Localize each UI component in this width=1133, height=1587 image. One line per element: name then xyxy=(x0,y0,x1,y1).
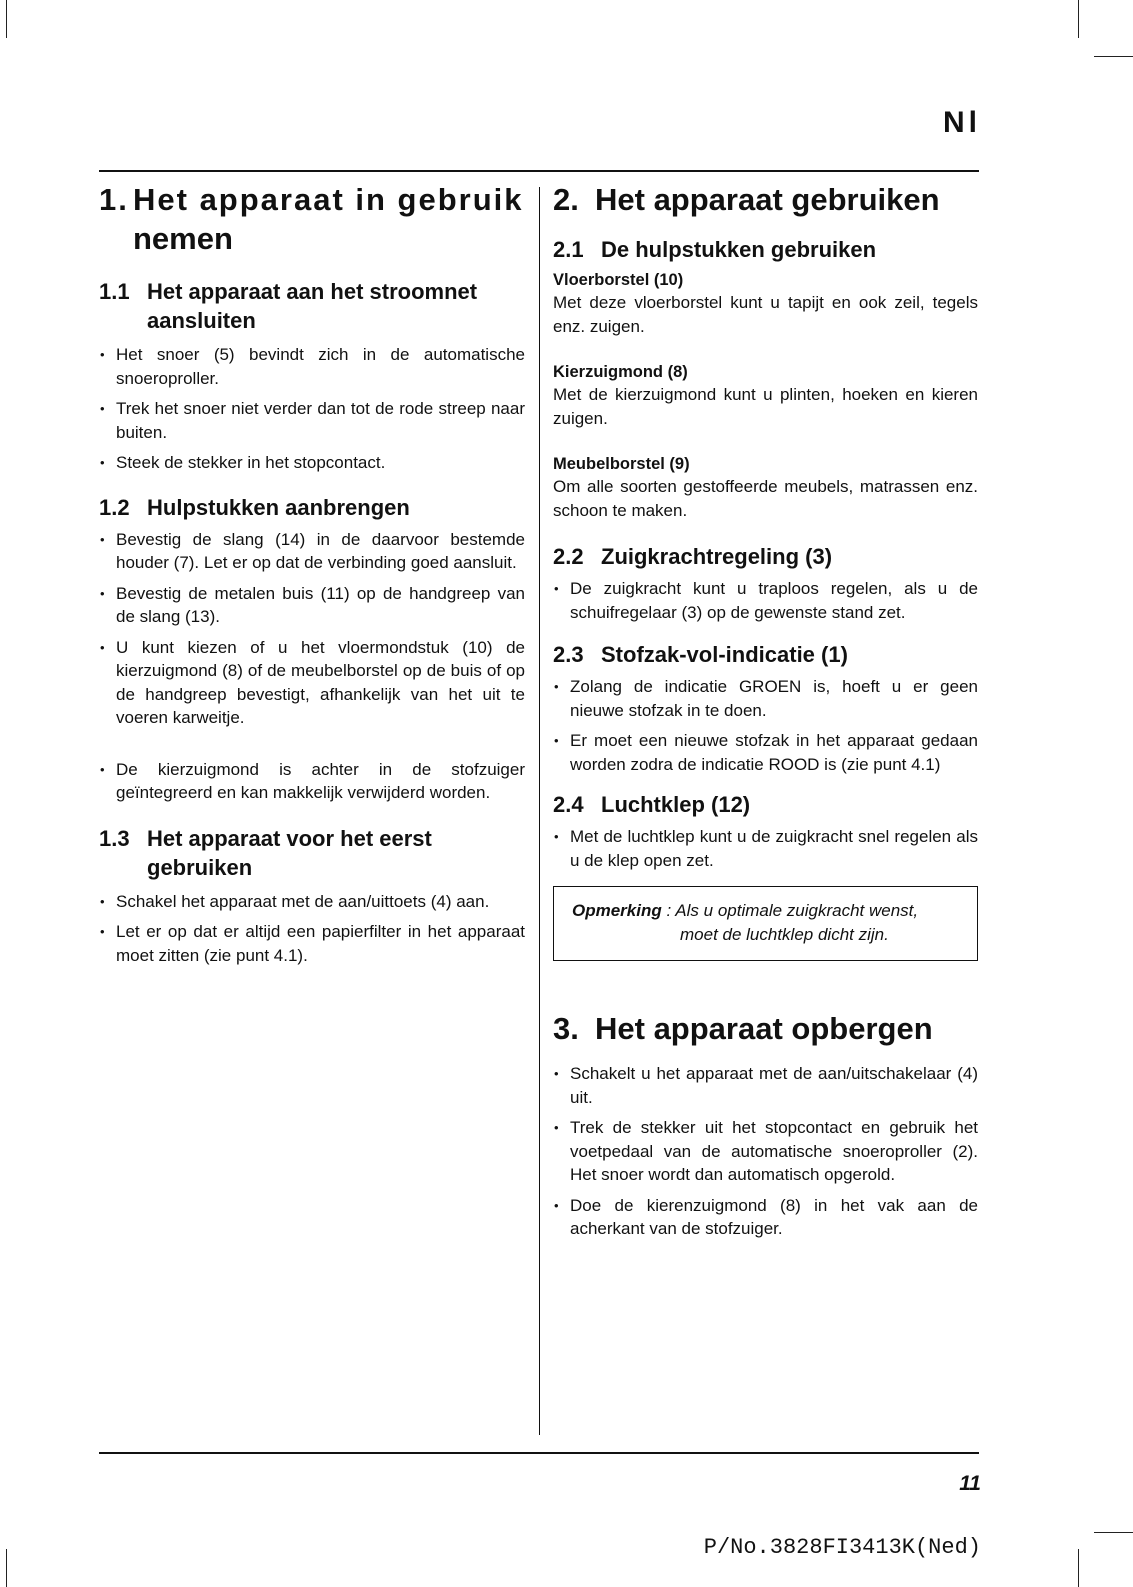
subsection-title: aansluiten xyxy=(147,308,256,333)
crop-mark xyxy=(1094,56,1133,57)
crop-mark xyxy=(1078,1549,1079,1587)
kierzuigmond-title: Kierzuigmond (8) xyxy=(553,363,688,381)
note-separator: : xyxy=(661,901,676,920)
list-item: • Trek het snoer niet verder dan tot de rode streep naar buiten. xyxy=(99,397,525,444)
subsection-2-1-heading xyxy=(553,235,978,264)
section-1-heading xyxy=(99,180,525,258)
section-2-heading xyxy=(553,180,978,219)
list-item: • Met de luchtklep kunt u de zuigkracht snel regelen als u de klep open zet. xyxy=(553,825,978,872)
subsection-title: Het apparaat voor het eerst xyxy=(147,825,432,851)
vloerborstel-text: Met deze vloerborstel kunt u tapijt en ook zeil, tegels enz. zuigen. xyxy=(553,293,978,336)
subsection-number: 1.2 xyxy=(99,494,130,520)
crop-mark xyxy=(1078,0,1079,38)
bullet-list xyxy=(99,890,525,968)
list-item: • Schakel het apparaat met de aan/uittoets (4) aan. xyxy=(99,890,525,914)
crop-mark xyxy=(6,1549,7,1587)
subsection-number: 1.1 xyxy=(99,279,130,304)
subsection-title: Hulpstukken aanbrengen xyxy=(147,494,410,520)
section-number: 1. xyxy=(99,182,129,217)
subsection-number: 2.2 xyxy=(553,544,584,569)
subsection-title: De hulpstukken gebruiken xyxy=(601,237,877,262)
list-item: • Steek de stekker in het stopcontact. xyxy=(99,451,525,475)
subsection-number: 2.1 xyxy=(553,237,584,262)
list-item: • Het snoer (5) bevindt zich in de automatische snoeroproller. xyxy=(99,343,525,390)
crop-mark xyxy=(1094,1532,1133,1533)
vloerborstel-title: Vloerborstel (10) xyxy=(553,271,684,289)
column-divider xyxy=(539,187,540,1435)
list-item: • Zolang de indicatie GROEN is, hoeft u er geen nieuwe stofzak in te doen. xyxy=(553,675,978,722)
page-number: 11 xyxy=(959,1472,981,1495)
subsection-number: 2.4 xyxy=(553,792,584,817)
list-item: • Bevestig de metalen buis (11) op de handgreep van de slang (13). xyxy=(99,582,525,629)
right-column xyxy=(553,180,978,1248)
section-number: 2. xyxy=(553,182,579,217)
bullet-list xyxy=(553,1062,978,1241)
subsection-1-2-heading xyxy=(99,493,525,522)
meubelborstel-text: Om alle soorten gestoffeerde meubels, matrassen enz. schoon te maken. xyxy=(553,477,978,520)
subsection-number: 1.3 xyxy=(99,825,130,851)
section-title: Het apparaat gebruiken xyxy=(595,182,940,217)
bullet-list xyxy=(553,675,978,776)
left-column xyxy=(99,180,525,974)
note-label: Opmerking xyxy=(572,901,662,920)
subsection-title: gebruiken xyxy=(147,854,253,880)
language-code: Nl xyxy=(943,106,981,139)
subsection-title: Het apparaat aan het stroomnet xyxy=(147,279,478,304)
note-line: moet de luchtklep dicht zijn. xyxy=(680,925,889,944)
list-item: • Schakelt u het apparaat met de aan/uitschakelaar (4) uit. xyxy=(553,1062,978,1109)
list-item: • Bevestig de slang (14) in de daarvoor bestemde houder (7). Let er op dat de verbinding goed aansluit. xyxy=(99,528,525,575)
top-rule xyxy=(99,170,979,172)
subsection-2-3-heading xyxy=(553,640,978,669)
subsection-title: Zuigkrachtregeling (3) xyxy=(601,544,833,569)
list-item: • Trek de stekker uit het stopcontact en gebruik het voetpedaal van de automatische snoeroproller (2). Het snoer wordt dan automatisch opgerold. xyxy=(553,1116,978,1187)
section-number: 3. xyxy=(553,1011,579,1046)
meubelborstel-title: Meubelborstel (9) xyxy=(553,455,690,473)
bullet-list xyxy=(99,343,525,475)
bullet-list xyxy=(553,825,978,872)
list-item: • Let er op dat er altijd een papierfilter in het apparaat moet zitten (zie punt 4.1). xyxy=(99,920,525,967)
crop-mark xyxy=(6,0,7,38)
bullet-list xyxy=(99,528,525,805)
list-item: • Doe de kierenzuigmond (8) in het vak aan de acherkant van de stofzuiger. xyxy=(553,1194,978,1241)
subsection-number: 2.3 xyxy=(553,642,584,667)
subsection-title: Stofzak-vol-indicatie (1) xyxy=(601,642,848,667)
section-title: Het apparaat in gebruik xyxy=(133,182,524,217)
kierzuigmond-text: Met de kierzuigmond kunt u plinten, hoeken en kieren zuigen. xyxy=(553,385,978,428)
subsection-title: Luchtklep (12) xyxy=(601,792,751,817)
bottom-rule xyxy=(99,1452,979,1454)
list-item: • De kierzuigmond is achter in de stofzuiger geïntegreerd en kan makkelijk verwijderd worden. xyxy=(99,758,525,805)
subsection-1-1-heading xyxy=(99,277,525,335)
bullet-list xyxy=(553,577,978,624)
subsection-2-2-heading xyxy=(553,542,978,571)
list-item: • Er moet een nieuwe stofzak in het apparaat gedaan worden zodra de indicatie ROOD is (zie punt 4.1) xyxy=(553,729,978,776)
subsection-1-3-heading xyxy=(99,824,525,882)
part-number: P/No.3828FI3413K(Ned) xyxy=(703,1535,981,1560)
note-box xyxy=(553,886,978,961)
list-item: • De zuigkracht kunt u traploos regelen, als u de schuifregelaar (3) op de gewenste stand zet. xyxy=(553,577,978,624)
section-3-heading xyxy=(553,1009,978,1048)
note-line: Als u optimale zuigkracht wenst, xyxy=(675,901,919,920)
subsection-2-4-heading xyxy=(553,790,978,819)
section-title: Het apparaat opbergen xyxy=(595,1011,933,1046)
list-item: • U kunt kiezen of u het vloermondstuk (10) de kierzuigmond (8) of de meubelborstel op de buis of op de handgreep bevestigt, afhankelijk van het uit te voeren karweitje. xyxy=(99,636,525,730)
section-title: nemen xyxy=(133,221,233,256)
